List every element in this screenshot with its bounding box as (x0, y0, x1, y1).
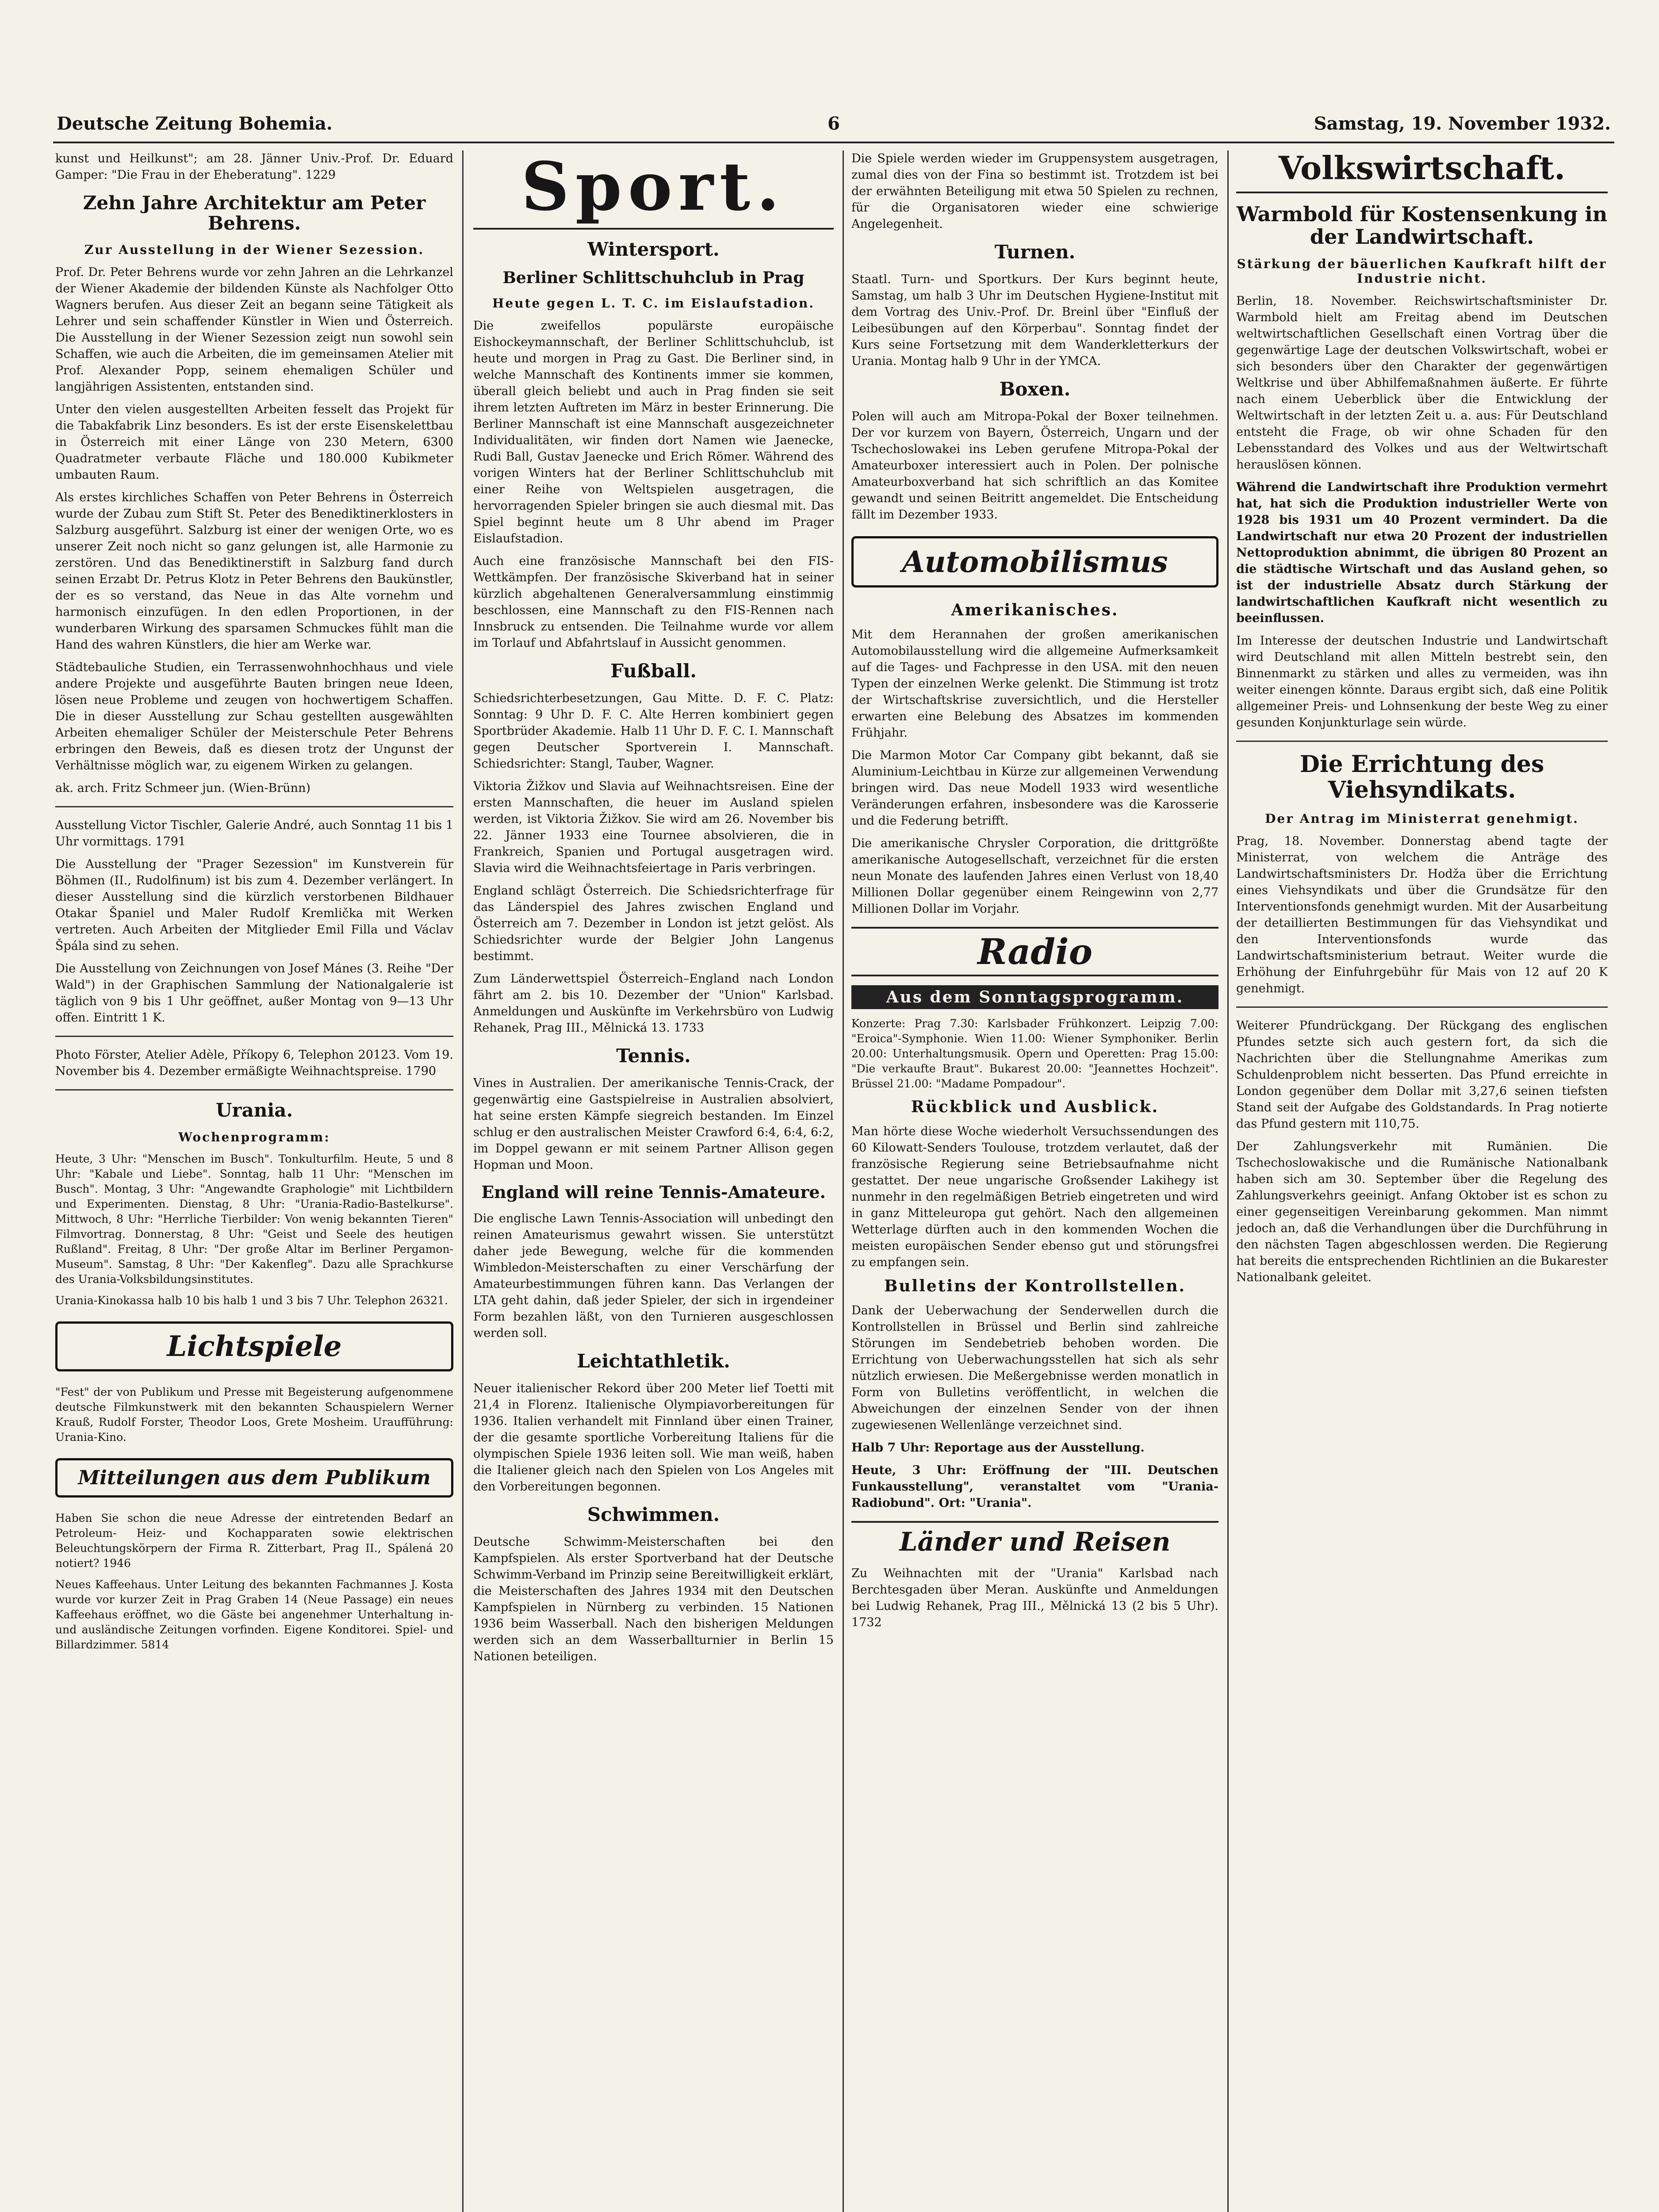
warmbold-heading: Warmbold für Kostensenkung in der Landwirtschaft. (1236, 202, 1608, 249)
schwimmen-text: Deutsche Schwimm-Meisterschaften bei den Kampfspielen. Als erster Sportverband hat der Deutsche Schwimm-Verband im Prinzip seine Bereitwilligkeit erklärt, die Meisterschaften des Jahres 1934 mit den Deutschen Kampfspielen in Nürnberg zu verbinden. 15 Nationen 1936 beim Wasserball. Nach den bisherigen Meldungen werden sich an dem Wasserballturnier in Berlin 15 Nationen beteiligen. (473, 1535, 834, 1664)
separator (1236, 1006, 1608, 1008)
warmbold-text: Während die Landwirtschaft ihre Produktion vermehrt hat, hat sich die Produktion industrieller Werte von 1928 bis 1931 um 40 Prozent vermindert. Da die Landwirtschaft nur etwa 20 Prozent der industriellen Nettoproduktion abnimmt, die übrigen 80 Prozent an die städtische Wirtschaft und das Ausland gehen, so ist der industrielle Absatz durch Stärkung der landwirtschaftlichen Kaufkraft nicht wesentlich zu beeinflussen. (1236, 480, 1608, 626)
urania-program: Heute, 3 Uhr: "Menschen im Busch". Tonkulturfilm. Heute, 5 und 8 Uhr: "Kabale und Liebe". Sonntag, halb 11 Uhr: "Menschen im Busch". Montag, 3 Uhr: "Angewandte Graphologie" mit Lichtbildern und Experimenten. Dienstag, 8 Uhr: "Urania-Radio-Bastelkurse". Mittwoch, 8 Uhr: "Herrliche Tierbilder: Von wenig bekannten Tieren" Filmvortrag. Donnerstag, 8 Uhr: "Geist und Seele des heutigen Rußland". Freitag, 8 Uhr: "Der große Altar im Berliner Pergamon-Museum". Samstag, 8 Uhr: "Der Kakenfleg". Dazu alle Sprachkurse des Urania-Volksbildungsinstitutes. (55, 1152, 453, 1286)
rueckblick-heading: Rückblick und Ausblick. (911, 1098, 1159, 1117)
auto-text: Die Marmon Motor Car Company gibt bekannt, daß sie Aluminium-Leichtbau in Kürze zur allgemeinen Verwendung bringen wird. Das neue Modell 1933 wird wesentliche Veränderungen erfahren, insbesondere was die Karosserie und die Federung betrifft. (851, 749, 1218, 828)
column-rule (1227, 150, 1229, 2212)
lichtspiele-text: "Fest" der von Publikum und Presse mit Begeisterung aufgenommene deutsche Filmkunstwerk mit den bekannten Schauspielern Werner Krauß, Rudolf Forster, Theodor Loos, Grete Mosheim. Uraufführung: Urania-Kino. (55, 1385, 453, 1444)
page-number: 6 (828, 113, 840, 134)
bulletins-heading: Bulletins der Kontrollstellen. (884, 1277, 1186, 1296)
berliner-heading: Berliner Schlittschuhclub in Prag (502, 269, 805, 288)
masthead (53, 111, 1614, 143)
column-culture (55, 150, 453, 2212)
intro-text: kunst und Heilkunst"; am 28. Jänner Univ.-Prof. Dr. Eduard Gamper: "Die Frau in der Eheberatung". 1229 (55, 152, 453, 182)
radio-program: Konzerte: Prag 7.30: Karlsbader Frühkonzert. Leipzig 7.00: "Eroica"-Symphonie. Wien 11.00: Wiener Symphoniker. Berlin 20.00: Unterhaltungsmusik. Opern und Operetten: Prag 15.00: "Die verkaufte Braut". Bukarest 20.00: "Jeannettes Hochzeit". Brüssel 21.00: "Madame Pompadour". (851, 1017, 1218, 1091)
urania-subheading: Wochenprogramm: (178, 1129, 330, 1144)
separator (55, 1089, 453, 1091)
behrens-paragraph: Als erstes kirchliches Schaffen von Peter Behrens in Österreich wurde der Zubau zum Stift St. Peter des Benediktinerklosters in Salzburg ausgeführt. Salzburg ist einer der wenigen Orte, wo es unserer Zeit noch nicht so ganz gelungen ist, alle Harmonie zu zerstören. Und das Benediktinerstift in Salzburg fand durch seinen Erzabt Dr. Petrus Klotz in Peter Behrens den Baukünstler, der es so verstand, das Neue in das Alte vornehm und harmonisch einzufügen. In den edlen Proportionen, in der wunderbaren Wirkung des sparsamen Schmuckes fühlt man die Hand des wahren Künstlers, die hier am Werke war. (55, 491, 453, 652)
warmbold-subheading: Stärkung der bäuerlichen Kaufkraft hilft der Industrie nicht. (1237, 257, 1607, 286)
laender-heading: Länder und Reisen (851, 1521, 1218, 1556)
berliner-subheading: Heute gegen L. T. C. im Eislaufstadion. (492, 296, 815, 311)
intro-text: Die Spiele werden wieder im Gruppensystem ausgetragen, zumal dies von der Fina so bestimmt ist. Trotzdem ist bei der erwähnten Beteiligung mit etwa 50 Spielen zu rechnen, für die Organisatoren wieder eine schwierige Angelegenheit. (851, 152, 1218, 231)
rueckblick-text: Man hörte diese Woche wiederholt Versuchssendungen des 60 Kilowatt-Senders Toulouse, trotzdem verlautet, daß der französische Regierung seine Betriebsaufnahme nicht gestattet. Der neue ungarische Großsender Lakihegy ist nunmehr in den regelmäßigen Betrieb eingetreten und wird in ganz Mitteleuropa gut gehört. Nach den allgemeinen Wetterlage dürften auch in den kommenden Wochen die meisten europäischen Sender ebenso gut und störungsfrei zu empfangen sein. (851, 1125, 1218, 1270)
automobilismus-subheading: Amerikanisches. (951, 601, 1119, 620)
behrens-heading: Zehn Jahre Architektur am Peter Behrens. (83, 192, 426, 234)
photo-advert: Photo Förster, Atelier Adèle, Příkopy 6, Telephon 20123. Vom 19. November bis 4. Dezember ermäßigte Weihnachtspreise. 1790 (55, 1048, 453, 1079)
separator (55, 1036, 453, 1037)
boxen-heading: Boxen. (999, 378, 1071, 400)
tennis-heading: Tennis. (616, 1045, 691, 1067)
leichtathletik-heading: Leichtathletik. (577, 1350, 730, 1372)
exhibition-notice: Die Ausstellung der "Prager Sezession" im Kunstverein für Böhmen (II., Rudolfinum) ist bis zum 4. Dezember verlängert. In dieser Ausstellung sind die kürzlich verstorbenen Bildhauer Otakar Španiel und Maler Rudolf Kremlička mit Werken vertreten. Auch Arbeiten der Mitglieder Emil Filla und Václav Špála sind zu sehen. (55, 857, 453, 953)
leichtathletik-text: Neuer italienischer Rekord über 200 Meter lief Toetti mit 21,4 in Florenz. Italienische Olympiavorbereitungen für 1936. Italien verhandelt mit Finnland über einen Trainer, der die gesamte sportliche Vorbereitung Italiens für die olympischen Spiele 1936 leiten soll. Wie man weiß, haben die Italiener gleich nach den Spielen von Los Angeles mit den Vorbereitungen begonnen. (473, 1382, 834, 1494)
column-rule (843, 150, 844, 2212)
mitteilungen-text: Neues Kaffeehaus. Unter Leitung des bekannten Fachmannes J. Kosta wurde vor kurzer Zeit in Prag Graben 14 (Neue Passage) ein neues Kaffeehaus eröffnet, wo die Gäste bei angenehmer Unterhaltung in- und ausländische Zeitungen vorfinden. Eigene Konditorei. Spiel- und Billardzimmer. 5814 (55, 1578, 453, 1651)
column-misc (851, 150, 1218, 2212)
radio-heading: Radio (851, 927, 1218, 976)
fussball-heading: Fußball. (610, 660, 697, 682)
berliner-text: Die zweifellos populärste europäische Eishockeymannschaft, der Berliner Schlittschuhclub, ist heute und morgen in Prag zu Gast. Die Berliner sind, in welche Mannschaft des Kontinents immer sie kommen, überall gleich beliebt und auch in Prag finden sie seit ihrem letzten Auftreten im März in bester Erinnerung. Die Berliner Mannschaft ist eine Mannschaft ausgezeichneter Individualitäten, wir finden dort Namen wie Jaenecke, Rudi Ball, Gustav Jaenecke und Erich Römer. Während des vorigen Winters hat der Berliner Schlittschuhclub mit einer Reihe von Weltspielen ausgetragen, die hervorragenden Spieler bringen sie auch diesmal mit. Das Spiel beginnt heute um 8 Uhr abend im Prager Eislaufstadion. (473, 319, 834, 545)
warmbold-text: Berlin, 18. November. Reichswirtschaftsminister Dr. Warmbold hielt am Freitag abend im Deutschen weltwirtschaftlichen Gesellschaft einen Vortrag über die gegenwärtige Lage der deutschen Volkswirtschaft, wobei er sich besonders über den Charakter der gegenwärtigen Weltkrise und über Abhilfemaßnahmen äußerte. Er führte nach einem Ueberblick über die Entwicklung der Weltwirtschaft in der letzten Zeit u. a. aus: Für Deutschland entsteht die Frage, ob wir ohne Schaden für den Lebensstandard des Volkes und aus der Weltwirtschaft herauslösen können. (1236, 294, 1608, 472)
lichtspiele-heading: Lichtspiele (55, 1321, 453, 1371)
separator (55, 806, 453, 807)
winter-heading: Wintersport. (587, 238, 720, 260)
schwimmen-heading: Schwimmen. (587, 1504, 720, 1526)
boxen-text: Polen will auch am Mitropa-Pokal der Boxer teilnehmen. Der vor kurzem von Bayern, Österreich, Ungarn und der Tschechoslowakei ins Leben gerufene Mitropa-Pokal der Amateurboxer interessiert auch in Polen. Der polnische Amateurboxverband hat sich schriftlich an das Komitee gewandt und seinen Beitritt angemeldet. Die Entscheidung fällt im Dezember 1933. (851, 410, 1218, 522)
england-heading: England will reine Tennis-Amateure. (481, 1182, 826, 1202)
funkausstellung-note: Heute, 3 Uhr: Eröffnung der "III. Deutschen Funkausstellung", veranstaltet vom "Urania-Radiobund". Ort: "Urania". (851, 1463, 1218, 1510)
bulletins-text: Dank der Ueberwachung der Senderwellen durch die Kontrollstellen in Brüssel und Berlin sind zahlreiche Störungen im Sendebetrieb behoben worden. Die Errichtung von Ueberwachungsstellen hat sich als sehr nützlich erwiesen. Die Meßergebnisse werden monatlich in Form von Bulletins veröffentlicht, in welchen die Abweichungen der einzelnen Sender von der ihnen zugewiesenen Wellenlänge verzeichnet sind. (851, 1304, 1218, 1432)
automobilismus-heading: Automobilismus (851, 536, 1218, 588)
england-text: Die englische Lawn Tennis-Association will unbedingt den reinen Amateurismus gewahrt wissen. Sie unterstützt daher jede Bewegung, welche für die kommenden Wimbledon-Meisterschaften zu einer Verschärfung der Amateurbestimmungen führen kann. Das Verlangen der LTA geht dahin, daß jeder Spieler, der sich in irgendeiner Form bezahlen läßt, von den Turnieren ausgeschlossen werden soll. (473, 1211, 834, 1340)
behrens-signature: ak. arch. Fritz Schmeer jun. (Wien-Brünn) (55, 781, 310, 795)
turnen-text: Staatl. Turn- und Sportkurs. Der Kurs beginnt heute, Samstag, um halb 3 Uhr im Deutschen Hygiene-Institut mit dem Vortrag des Univ.-Prof. Dr. Breinl über "Einfluß der Leibesübungen auf den Körperbau". Sonntag findet der Kurs seine Fortsetzung mit dem Wanderkletterkurs der Urania. Montag halb 9 Uhr in der YMCA. (851, 273, 1218, 369)
newspaper-name: Deutsche Zeitung Bohemia. (57, 113, 333, 134)
behrens-paragraph: Prof. Dr. Peter Behrens wurde vor zehn Jahren an die Lehrkanzel der Wiener Akademie der bildenden Künste als Nachfolger Otto Wagners berufen. Aus dieser Zeit an begann seine Tätigkeit als Lehrer und sein schaffender Künstler in Wien und Österreich. Die Ausstellung in der Wiener Sezession zeigt nun sowohl sein Schaffen, wie auch die Arbeiten, die im gemeinsamen Atelier mit Prof. Alexander Popp, seinem ehemaligen Schüler und langjährigen Assistenten, entstanden sind. (55, 265, 453, 394)
fussball-text: England schlägt Österreich. Die Schiedsrichterfrage für das Länderspiel des Jahres zwischen England und Österreich am 7. Dezember in London ist jetzt gelöst. Als Schiedsrichter wurde der Belgier John Langenus bestimmt. (473, 883, 834, 963)
viehsyndikat-heading: Die Errichtung des Viehsyndikats. (1299, 751, 1544, 803)
zahlungsverkehr-text: Der Zahlungsverkehr mit Rumänien. Die Tschechoslowakische und die Rumänische Nationalbank haben sich am 30. September über die Regelung des Zahlungsverkehrs geeinigt. Anfang Oktober ist es schon zu einer gegenseitigen Vereinbarung gekommen. Man nimmt jedoch an, daß die Verhandlungen über die Durchführung in den nächsten Tagen abgeschlossen werden. Die Regierung hat bereits die entsprechenden Richtlinien an die Bukarester Nationalbank geleitet. (1236, 1139, 1608, 1284)
fussball-text: Schiedsrichterbesetzungen, Gau Mitte. D. F. C. Platz: Sonntag: 9 Uhr D. F. C. Alte Herren kombiniert gegen Sportbrüder Akademie. Halb 11 Uhr D. F. C. I. Mannschaft gegen Deutscher Sportverein I. Mannschaft. Schiedsrichter: Stangl, Tauber, Wagner. (473, 691, 834, 771)
viehsyndikat-subheading: Der Antrag im Ministerrat genehmigt. (1265, 811, 1579, 826)
auto-text: Die amerikanische Chrysler Corporation, die drittgrößte amerikanische Autogesellschaft, verzeichnet für die ersten neun Monate des laufenden Jahres einen Verlust von 18,40 Millionen Dollar gegenüber einem Reingewinn von 2,77 Millionen Dollar im Vorjahr. (851, 837, 1218, 916)
behrens-paragraph: Städtebauliche Studien, ein Terrassenwohnhochhaus und viele andere Projekte und ausgeführte Bauten bringen neue Ideen, lösen neue Probleme und zeugen von hochwertigem Schaffen. Die in dieser Ausstellung zur Schau gestellten ausgewählten Arbeiten ehemaliger Schüler der Meisterschule Peter Behrens erbringen den Beweis, daß es diesen trotz der Ungunst der Verhältnisse möglich war, zu eigenem Wirken zu gelangen. (55, 661, 453, 773)
fis-text: Auch eine französische Mannschaft bei den FIS-Wettkämpfen. Der französische Skiverband hat in seiner kürzlich abgehaltenen Generalversammlung einstimmig beschlossen, eine Mannschaft zu den FIS-Rennen nach Innsbruck zu entsenden. Die Teilnahme wurde vor allem im Torlauf und Abfahrtslauf in Aussicht genommen. (473, 554, 834, 650)
warmbold-text: Im Interesse der deutschen Industrie und Landwirtschaft wird Deutschland mit allen Mitteln bestrebt sein, den Binnenmarkt zu stärken und alles zu vermeiden, was ihn weiter einengen könnte. Daraus ergibt sich, daß eine Politik allgemeiner Preis- und Lohnsenkung der beste Weg zu einer gesunden Konjunkturlage sein würde. (1236, 634, 1608, 730)
radio-subheading: Aus dem Sonntagsprogramm. (851, 985, 1218, 1009)
fussball-text: Zum Länderwettspiel Österreich–England nach London fährt am 2. bis 10. Dezember der "Union" Karlsbad. Anmeldungen und Auskünfte im Verkehrsbüro von Ludwig Rehanek, Prag III., Mělnická 13. 1733 (473, 972, 834, 1035)
column-economy (1236, 150, 1608, 2212)
reportage-note: Halb 7 Uhr: Reportage aus der Ausstellung. (851, 1441, 1145, 1455)
pfund-text: Weiterer Pfundrückgang. Der Rückgang des englischen Pfundes setzte sich auch gestern fort, da sich die Nachrichten über die Stellungnahme Amerikas zum Schuldenproblem nicht besserten. Das Pfund erreichte in London gegenüber dem Dollar mit 3,27,6 seinen tiefsten Stand seit der Aufgabe des Goldstandards. In Prag notierte das Pfund gestern mit 110,75. (1236, 1018, 1608, 1131)
separator (1236, 741, 1608, 742)
auto-text: Mit dem Herannahen der großen amerikanischen Automobilausstellung wird die allgemeine Aufmerksamkeit auf die Tages- und Fachpresse in den USA. mit den neuen Typen der einzelnen Werke gelenkt. Die Stimmung ist trotz der Wirtschaftskrise zuversichtlich, und die Hersteller erwarten eine Belebung des Absatzes im kommenden Frühjahr. (851, 628, 1218, 740)
column-rule (462, 150, 464, 2212)
viehsyndikat-text: Prag, 18. November. Donnerstag abend tagte der Ministerrat, von welchem die Anträge des Landwirtschaftsministers Dr. Hodža über die Errichtung eines Viehsyndikats und über die Grundsätze für den Interventionsfonds genehmigt wurden. Mit der Ausarbeitung der detaillierten Bestimmungen für das Viehsyndikat und den Interventionsfonds wurde das Landwirtschaftsministerium betraut. Weiter wurde die Erhöhung der Einfuhrgebühr für Mais von 12 auf 20 K genehmigt. (1236, 834, 1608, 995)
sport-heading: Sport. (473, 150, 834, 230)
urania-heading: Urania. (215, 1099, 293, 1121)
behrens-paragraph: Unter den vielen ausgestellten Arbeiten fesselt das Projekt für die Tabakfabrik Linz besonders. Es ist der erste Eisenskelettbau in Österreich mit einer Länge von 230 Metern, 6300 Quadratmeter verbaute Fläche und 180.000 Kubikmeter umbauten Raum. (55, 403, 453, 482)
laender-text: Zu Weihnachten mit der "Urania" Karlsbad nach Berchtesgaden über Meran. Auskünfte und Anmeldungen bei Ludwig Rehanek, Prag III., Mělnická 13 (2 bis 5 Uhr). 1732 (851, 1567, 1218, 1630)
issue-date: Samstag, 19. November 1932. (1314, 113, 1611, 134)
urania-footer: Urania-Kinokassa halb 10 bis halb 1 und 3 bis 7 Uhr. Telephon 26321. (55, 1294, 448, 1307)
volkswirtschaft-heading: Volkswirtschaft. (1236, 150, 1608, 193)
mitteilungen-heading: Mitteilungen aus dem Publikum (55, 1458, 453, 1498)
exhibition-notice: Die Ausstellung von Zeichnungen von Josef Mánes (3. Reihe "Der Wald") in der Graphischen Sammlung der Nationalgalerie ist täglich von 9 bis 1 Uhr geöffnet, außer Montag von 9—13 Uhr offen. Eintritt 1 K. (55, 962, 453, 1025)
column-sport (473, 150, 834, 2212)
turnen-heading: Turnen. (994, 241, 1076, 263)
exhibition-notice: Ausstellung Victor Tischler, Galerie André, auch Sonntag 11 bis 1 Uhr vormittags. 1791 (55, 818, 453, 849)
fussball-text: Viktoria Žižkov und Slavia auf Weihnachtsreisen. Eine der ersten Mannschaften, die heuer im Ausland spielen werden, ist Viktoria Žižkov. Sie wird am 26. November bis 22. Jänner 1933 eine Tournee absolvieren, die in Frankreich, Spanien und Portugal ausgetragen wird. Slavia wird die Weihnachtsfeiertage in Paris verbringen. (473, 779, 834, 875)
behrens-subheading: Zur Ausstellung in der Wiener Sezession. (84, 242, 425, 257)
tennis-text: Vines in Australien. Der amerikanische Tennis-Crack, der gegenwärtig eine Gastspielreise in Australien absolviert, hat seine ersten Kämpfe siegreich bestanden. Im Einzel schlug er den australischen Meister Crawford 6:4, 6:4, 6:2, im Doppel gewann er mit seinem Partner Allison gegen Hopman und Moon. (473, 1076, 834, 1172)
mitteilungen-text: Haben Sie schon die neue Adresse der eintretenden Bedarf an Petroleum- Heiz- und Kochapparaten sowie elektrischen Beleuchtungskörpern der Firma R. Zitterbart, Prag II., Spálená 20 notiert? 1946 (55, 1511, 453, 1570)
